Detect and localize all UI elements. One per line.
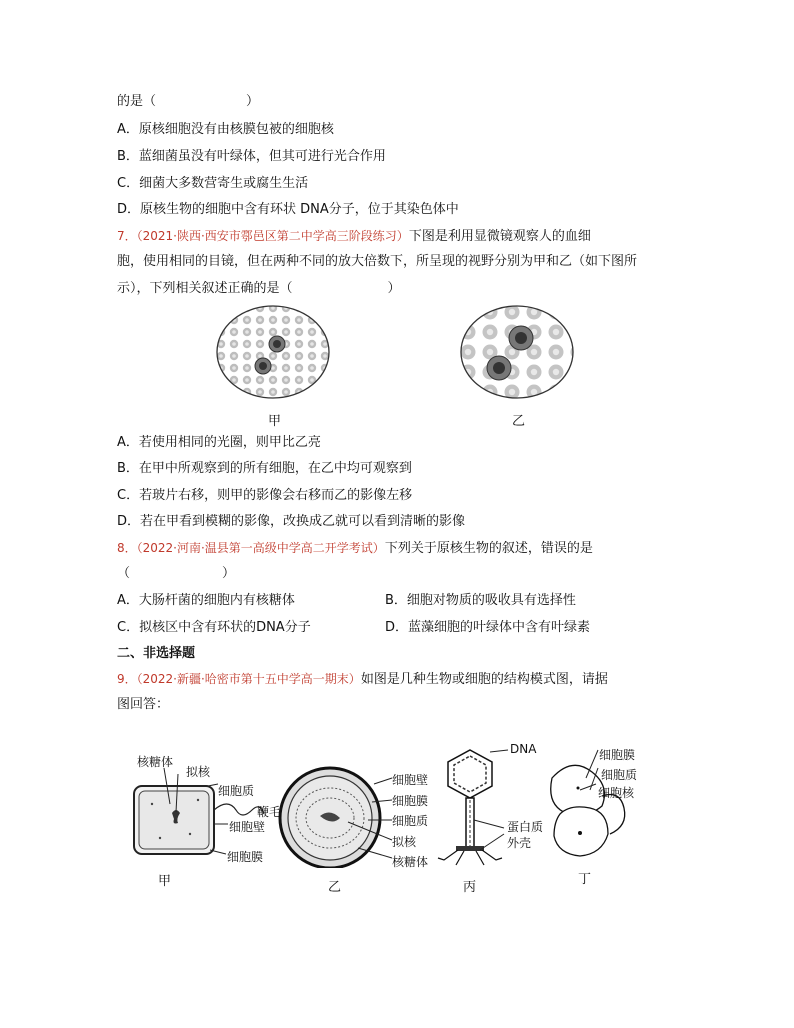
diagram-yi [280,768,392,868]
field-yi [461,306,573,398]
q8-option-b: B．细胞对物质的吸收具有选择性 [385,593,576,608]
jia-label-ribosome: 核糖体 [137,755,174,769]
q7-option-a: A．若使用相同的光圈，则甲比乙亮 [117,435,321,450]
q6-option-a: A．原核细胞没有由核膜包被的细胞核 [117,122,334,137]
bing-label-dna: DNA [510,742,537,756]
q6-stem: 的是（ ） [117,94,260,109]
fig9-caption-jia: 甲 [158,874,172,889]
q7-option-b: B．在甲中所观察到的所有细胞，在乙中均可观察到 [117,461,412,476]
fig7-caption-yi: 乙 [512,414,526,429]
jia-label-cell-membrane: 细胞膜 [227,850,264,864]
microscope-figure [215,302,575,402]
q7-option-d: D．若在甲看到模糊的影像，改换成乙就可以看到清晰的影像 [117,514,466,529]
section-heading: 二、非选择题 [117,646,196,661]
jia-label-nucleoid: 拟核 [186,765,211,779]
yi-label-cytoplasm: 细胞质 [392,814,429,828]
diagram-bing [438,750,508,865]
q8-line-2: （ ） [117,566,236,581]
yi-label-nucleoid: 拟核 [392,835,417,849]
yi-label-cell-wall: 细胞壁 [392,773,429,787]
q6-option-d: D．原核生物的细胞中含有环状 DNA分子，位于其染色体中 [117,202,459,217]
q9-line-1: 9．（2022·新疆·哈密市第十五中学高一期末）如图是几种生物或细胞的结构模式图，请据 [117,672,608,687]
q6-option-c: C．细菌大多数营寄生或腐生生活 [117,176,309,191]
field-jia [217,306,329,398]
ding-label-nucleus: 细胞核 [598,786,635,800]
q9-line-2: 图回答： [117,697,170,712]
yi-label-ribosome: 核糖体 [392,855,429,869]
q8-option-c: C．拟核区中含有环状的DNA分子 [117,620,311,635]
ding-label-cytoplasm: 细胞质 [601,768,638,782]
bing-label-protein: 蛋白质 [507,820,544,834]
fig9-caption-bing: 丙 [463,880,477,895]
fig9-caption-ding: 丁 [578,872,592,887]
fig7-caption-jia: 甲 [268,414,282,429]
q9-source: （2022·新疆·哈密市第十五中学高一期末） [136,672,361,686]
q7-line-2: 胞，使用相同的目镜，但在两种不同的放大倍数下，所呈现的视野分别为甲和乙（如下图所 [117,254,638,269]
jia-label-flagellum: 鞭毛 [257,805,282,819]
q8-option-d: D．蓝藻细胞的叶绿体中含有叶绿素 [385,620,591,635]
fig9-caption-yi: 乙 [328,880,342,895]
yi-label-cell-membrane: 细胞膜 [392,794,429,808]
q7-line-1: 7．（2021·陕西·西安市鄠邑区第二中学高三阶段练习）下图是利用显微镜观察人的血细 [117,229,591,244]
q7-option-c: C．若玻片右移，则甲的影像会右移而乙的影像左移 [117,488,413,503]
jia-label-cytoplasm: 细胞质 [218,784,255,798]
ding-label-cell-membrane: 细胞膜 [599,748,636,762]
q7-source: （2021·陕西·西安市鄠邑区第二中学高三阶段练习） [136,229,409,243]
q7-line-3: 示），下列相关叙述正确的是（ ） [117,281,401,296]
bing-label-shell: 外壳 [507,836,532,850]
jia-label-cell-wall: 细胞壁 [229,820,266,834]
q8-option-a: A．大肠杆菌的细胞内有核糖体 [117,593,295,608]
q8-line-1: 8．（2022·河南·温县第一高级中学高二开学考试）下列关于原核生物的叙述，错误的是 [117,541,593,556]
cell-structures-figure [120,738,650,868]
diagram-jia [134,768,264,854]
q8-source: （2022·河南·温县第一高级中学高二开学考试） [136,541,385,555]
q6-option-b: B．蓝细菌虽没有叶绿体，但其可进行光合作用 [117,149,386,164]
